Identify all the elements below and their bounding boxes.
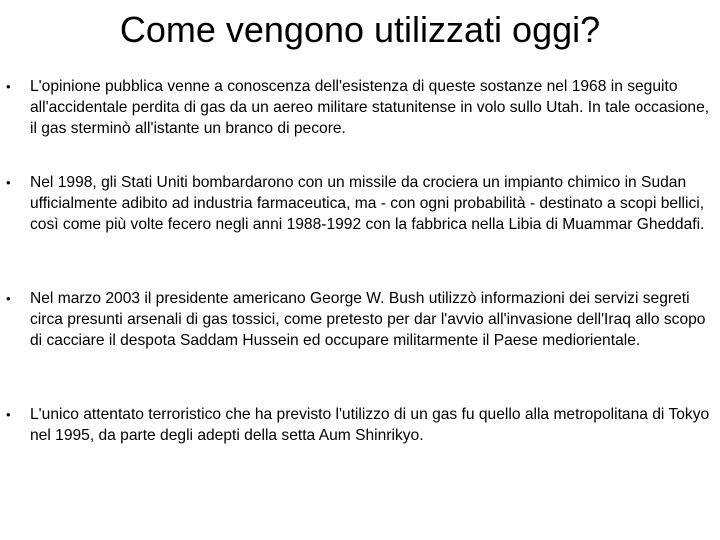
bullet-icon: •	[6, 291, 11, 306]
bullet-item	[6, 404, 714, 446]
bullet-text: Nel 1998, gli Stati Uniti bombardarono con un missile da crociera un impianto chimico in Sudan ufficialmente adibito ad industria farmaceutica, ma - con ogni probabilità - destinato a scopi bellici, così come più volte fecero negli anni 1988-1992 con la fabbrica nella Libia di Muammar Gheddafi.	[30, 174, 705, 233]
bullet-text: L'unico attentato terroristico che ha previsto l'utilizzo di un gas fu quello alla metropolitana di Tokyo nel 1995, da parte degli adepti della setta Aum Shinrikyo.	[30, 406, 710, 444]
bullet-icon: •	[6, 79, 11, 94]
bullet-item	[6, 172, 714, 235]
slide-title: Come vengono utilizzati oggi?	[119, 9, 601, 50]
bullet-icon: •	[6, 175, 11, 190]
bullet-text: Nel marzo 2003 il presidente americano George W. Bush utilizzò informazioni dei servizi segreti circa presunti arsenali di gas tossici, come pretesto per dar l'avvio all'invasione dell'Iraq allo scopo di cacciare il despota Saddam Hussein ed occupare militarmente il Paese mediorientale.	[30, 290, 706, 349]
bullet-item	[6, 288, 714, 351]
bullet-icon: •	[6, 407, 11, 422]
bullet-text: L'opinione pubblica venne a conoscenza dell'esistenza di queste sostanze nel 1968 in seguito all'accidentale perdita di gas da un aereo militare statunitense in volo sullo Utah. In tale occasione, il gas sterminò all'istante un branco di pecore.	[30, 78, 710, 137]
bullet-item	[6, 76, 714, 139]
